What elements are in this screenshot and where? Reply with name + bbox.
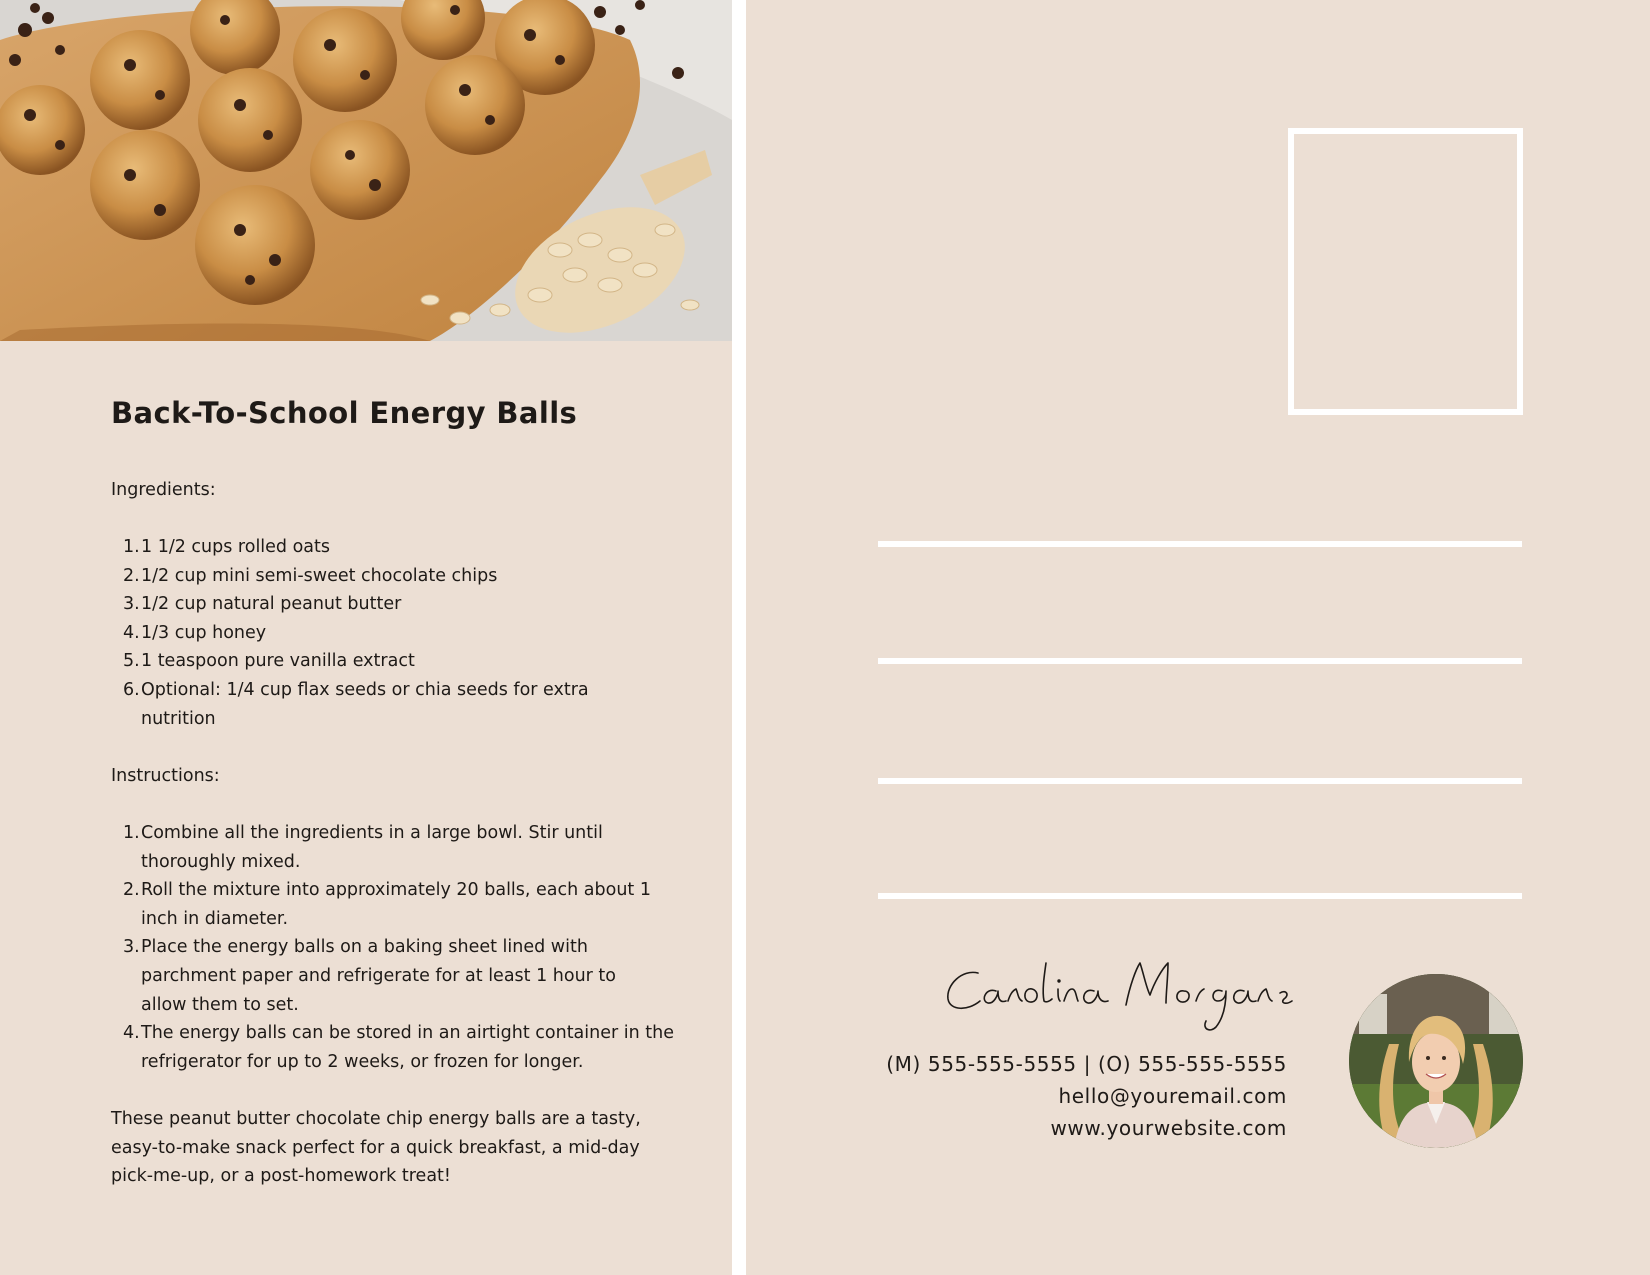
- email: hello@youremail.com: [1058, 1084, 1287, 1108]
- instructions-list: [111, 819, 674, 1076]
- instructions-label: Instructions:: [111, 766, 220, 786]
- list-item: 6. Optional: 1/4 cup flax seeds or chia seeds for extra nutrition: [123, 679, 589, 729]
- recipe-panel: [0, 0, 732, 1275]
- closing-note: These peanut butter chocolate chip energy balls are a tasty, easy-to-make snack perfect for a quick breakfast, a mid-day pick-me-up, or a post-homework treat!: [111, 1109, 641, 1187]
- avatar: [1349, 974, 1523, 1148]
- list-item: 2. 1/2 cup mini semi-sweet chocolate chips: [123, 565, 498, 586]
- stamp-box: [1288, 128, 1523, 415]
- signature-text: Carolina Morgans: [940, 955, 949, 956]
- list-item: 5. 1 teaspoon pure vanilla extract: [123, 651, 415, 672]
- list-item: 3. 1/2 cup natural peanut butter: [123, 594, 402, 615]
- list-item: 1. 1 1/2 cups rolled oats: [123, 537, 331, 557]
- address-line: [878, 893, 1522, 899]
- recipe-title: Back-To-School Energy Balls: [111, 396, 578, 430]
- ingredients-list: [111, 533, 666, 733]
- address-line: [878, 658, 1522, 664]
- list-item: 4. 1/3 cup honey: [123, 622, 267, 643]
- energy-balls-photo: [0, 0, 732, 341]
- website: www.yourwebsite.com: [1050, 1116, 1287, 1140]
- address-line: [878, 541, 1522, 547]
- signature: [940, 955, 1295, 1035]
- list-item: 3. Place the energy balls on a baking sheet lined with parchment paper and refrigerate for at least 1 hour to allow them to set.: [123, 937, 616, 1015]
- list-item: 2. Roll the mixture into approximately 20 balls, each about 1 inch in diameter.: [123, 880, 651, 929]
- address-line: [878, 778, 1522, 784]
- phone-numbers: (M) 555-555-5555 | (O) 555-555-5555: [886, 1052, 1287, 1076]
- ingredients-label: Ingredients:: [111, 480, 216, 500]
- list-item: 1. Combine all the ingredients in a large bowl. Stir until thoroughly mixed.: [123, 823, 603, 872]
- list-item: 4. The energy balls can be stored in an airtight container in the refrigerator for up to 2 weeks, or frozen for longer.: [123, 1023, 674, 1072]
